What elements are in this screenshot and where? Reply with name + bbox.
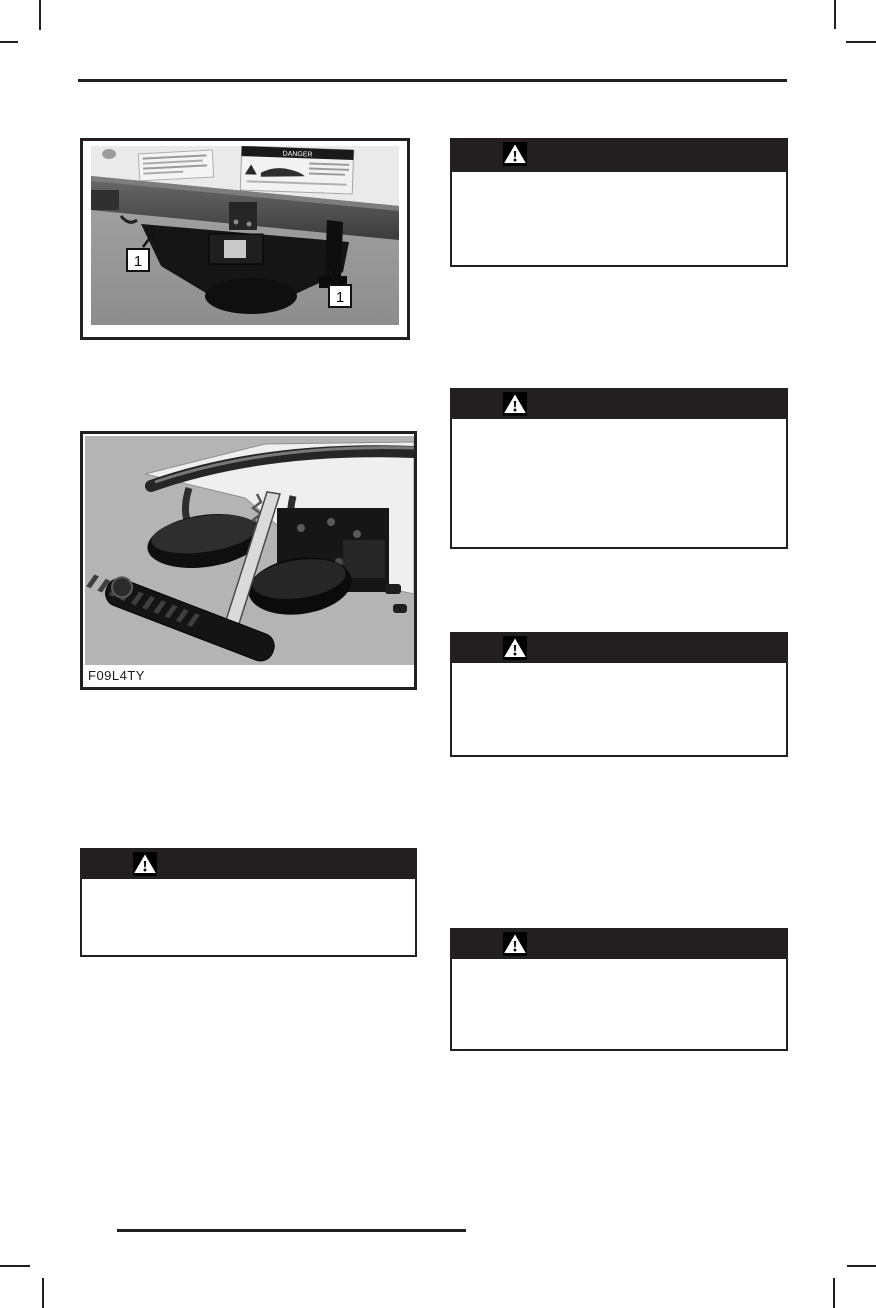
left-bracket — [91, 190, 119, 210]
bolt — [353, 530, 361, 538]
crop-mark-top-right-vertical — [834, 0, 836, 29]
info-sticker — [138, 150, 213, 181]
warning-triangle-icon — [503, 636, 527, 660]
warning-header — [451, 139, 787, 172]
fastener — [385, 584, 401, 594]
warning-header — [451, 389, 787, 419]
crop-mark-bottom-left-horizontal — [0, 1265, 30, 1267]
warning-header — [451, 633, 787, 663]
crop-mark-bottom-right-vertical — [833, 1278, 835, 1308]
crop-mark-top-right-horizontal — [846, 41, 876, 43]
crop-mark-top-left-vertical — [39, 0, 41, 30]
body-vent — [102, 149, 116, 159]
receiver-bracket — [229, 202, 257, 230]
warning-box-right-1 — [450, 138, 788, 267]
illustration-figure — [80, 431, 417, 690]
footnote-rule — [117, 1229, 466, 1232]
bolt — [247, 222, 252, 227]
warning-triangle-icon — [503, 392, 527, 416]
hitch-illustration — [85, 436, 414, 665]
callout-label: 1 — [133, 253, 143, 270]
receiver-opening — [224, 240, 246, 258]
warning-triangle-icon — [133, 852, 157, 876]
danger-sticker — [240, 146, 353, 194]
warning-box-left — [80, 848, 417, 957]
warning-box-right-3 — [450, 632, 788, 757]
bolt — [234, 220, 239, 225]
warning-header — [81, 849, 416, 879]
warning-box-right-4 — [450, 928, 788, 1051]
warning-box-right-2 — [450, 388, 788, 549]
crop-mark-bottom-left-vertical — [42, 1278, 44, 1308]
warning-triangle-icon — [503, 142, 527, 166]
fastener — [393, 604, 407, 613]
photo-figure — [80, 138, 410, 340]
figure-caption: F09L4TY — [85, 665, 412, 687]
callout-label: 1 — [335, 289, 345, 306]
crop-mark-top-left-horizontal — [0, 41, 18, 43]
hitch-underside — [205, 278, 297, 314]
rear-hitch-photo — [91, 146, 399, 325]
mechanism-plate — [343, 540, 385, 578]
warning-triangle-icon — [503, 932, 527, 956]
crop-mark-bottom-right-horizontal — [847, 1265, 876, 1267]
danger-sticker-label: DANGER — [282, 150, 313, 159]
page-header-rule — [78, 79, 787, 82]
warning-header — [451, 929, 787, 959]
bolt — [297, 524, 305, 532]
bolt — [327, 518, 335, 526]
